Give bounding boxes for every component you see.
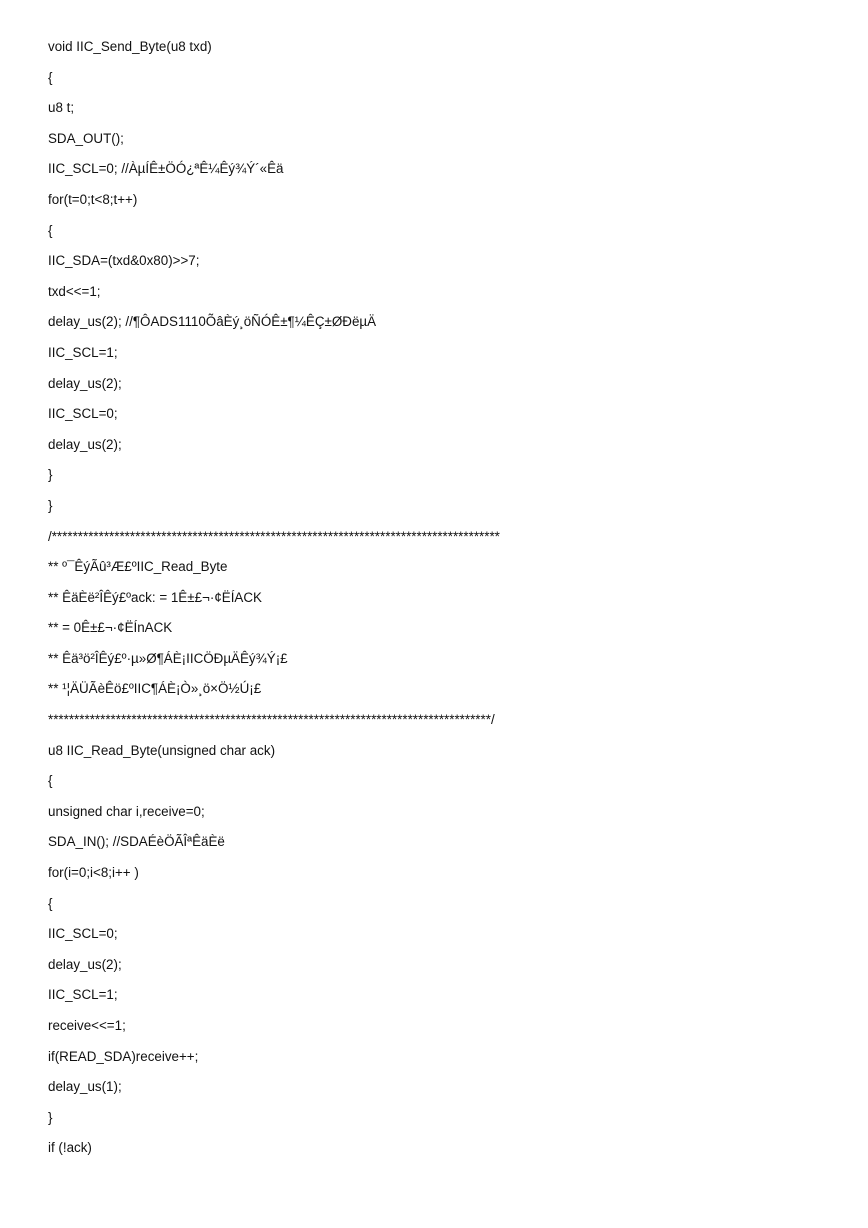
code-line: for(t=0;t<8;t++)	[48, 191, 138, 207]
code-line: IIC_SCL=1;	[48, 987, 118, 1003]
code-line: }	[48, 1109, 53, 1125]
code-line: unsigned char i,receive=0;	[48, 803, 205, 819]
code-line: u8 IIC_Read_Byte(unsigned char ack)	[48, 742, 276, 758]
comment-function-name: ** º¯ÊýÃû³Æ£ºIIC_Read_Byte	[48, 559, 228, 575]
code-line: receive<<=1;	[48, 1018, 126, 1033]
code-line: if (!ack)	[48, 1140, 92, 1156]
code-line: {	[48, 773, 53, 789]
comment-divider-bottom: *************************************************************************************/	[48, 712, 495, 728]
comment-input-params: ** ÊäÈë²ÎÊý£ºack: = 1Ê±£¬·¢ËÍACK	[48, 589, 262, 605]
code-line: }	[48, 467, 53, 483]
code-line: delay_us(2);	[48, 436, 122, 452]
comment-output-params: ** Êä³ö²ÎÊý£º·µ»Ø¶ÁÈ¡IICÖÐµÄÊý¾Ý¡£	[48, 650, 288, 666]
code-line: if(READ_SDA)receive++;	[48, 1048, 199, 1064]
code-line: delay_us(1);	[48, 1079, 122, 1095]
code-line: delay_us(2);	[48, 956, 122, 972]
code-line: IIC_SCL=0; //ÀµÍÊ±ÖÓ¿ªÊ¼Êý¾Ý´«Êä	[48, 161, 284, 177]
code-line: {	[48, 222, 53, 238]
code-line: SDA_OUT();	[48, 130, 124, 146]
code-line: delay_us(2); //¶ÔADS1110ÕâÈý¸öÑÓÊ±¶¼ÊÇ±ØÐëµÄ	[48, 314, 377, 330]
code-line: }	[48, 497, 53, 513]
code-line: u8 t;	[48, 100, 75, 116]
code-line: {	[48, 69, 53, 85]
comment-divider-top: /**************************************************************************************	[48, 528, 500, 544]
code-line: IIC_SCL=1;	[48, 344, 118, 360]
code-line: txd<<=1;	[48, 283, 101, 299]
code-listing	[48, 38, 500, 1170]
code-line: IIC_SCL=0;	[48, 406, 118, 422]
code-line: for(i=0;i<8;i++ )	[48, 865, 139, 881]
comment-input-params-cont: ** = 0Ê±£¬·¢ËÍnACK	[48, 620, 173, 636]
code-line: IIC_SDA=(txd&0x80)>>7;	[48, 253, 200, 269]
code-line: {	[48, 895, 53, 911]
comment-description: ** ¹¦ÄÜÃèÊö£ºIIC¶ÁÈ¡Ò»¸ö×Ö½Ú¡£	[48, 681, 262, 697]
code-line: IIC_SCL=0;	[48, 926, 118, 942]
code-line: SDA_IN(); //SDAÉèÖÃÎªÊäÈë	[48, 834, 225, 850]
code-line: void IIC_Send_Byte(u8 txd)	[48, 39, 212, 54]
code-line: delay_us(2);	[48, 375, 122, 391]
